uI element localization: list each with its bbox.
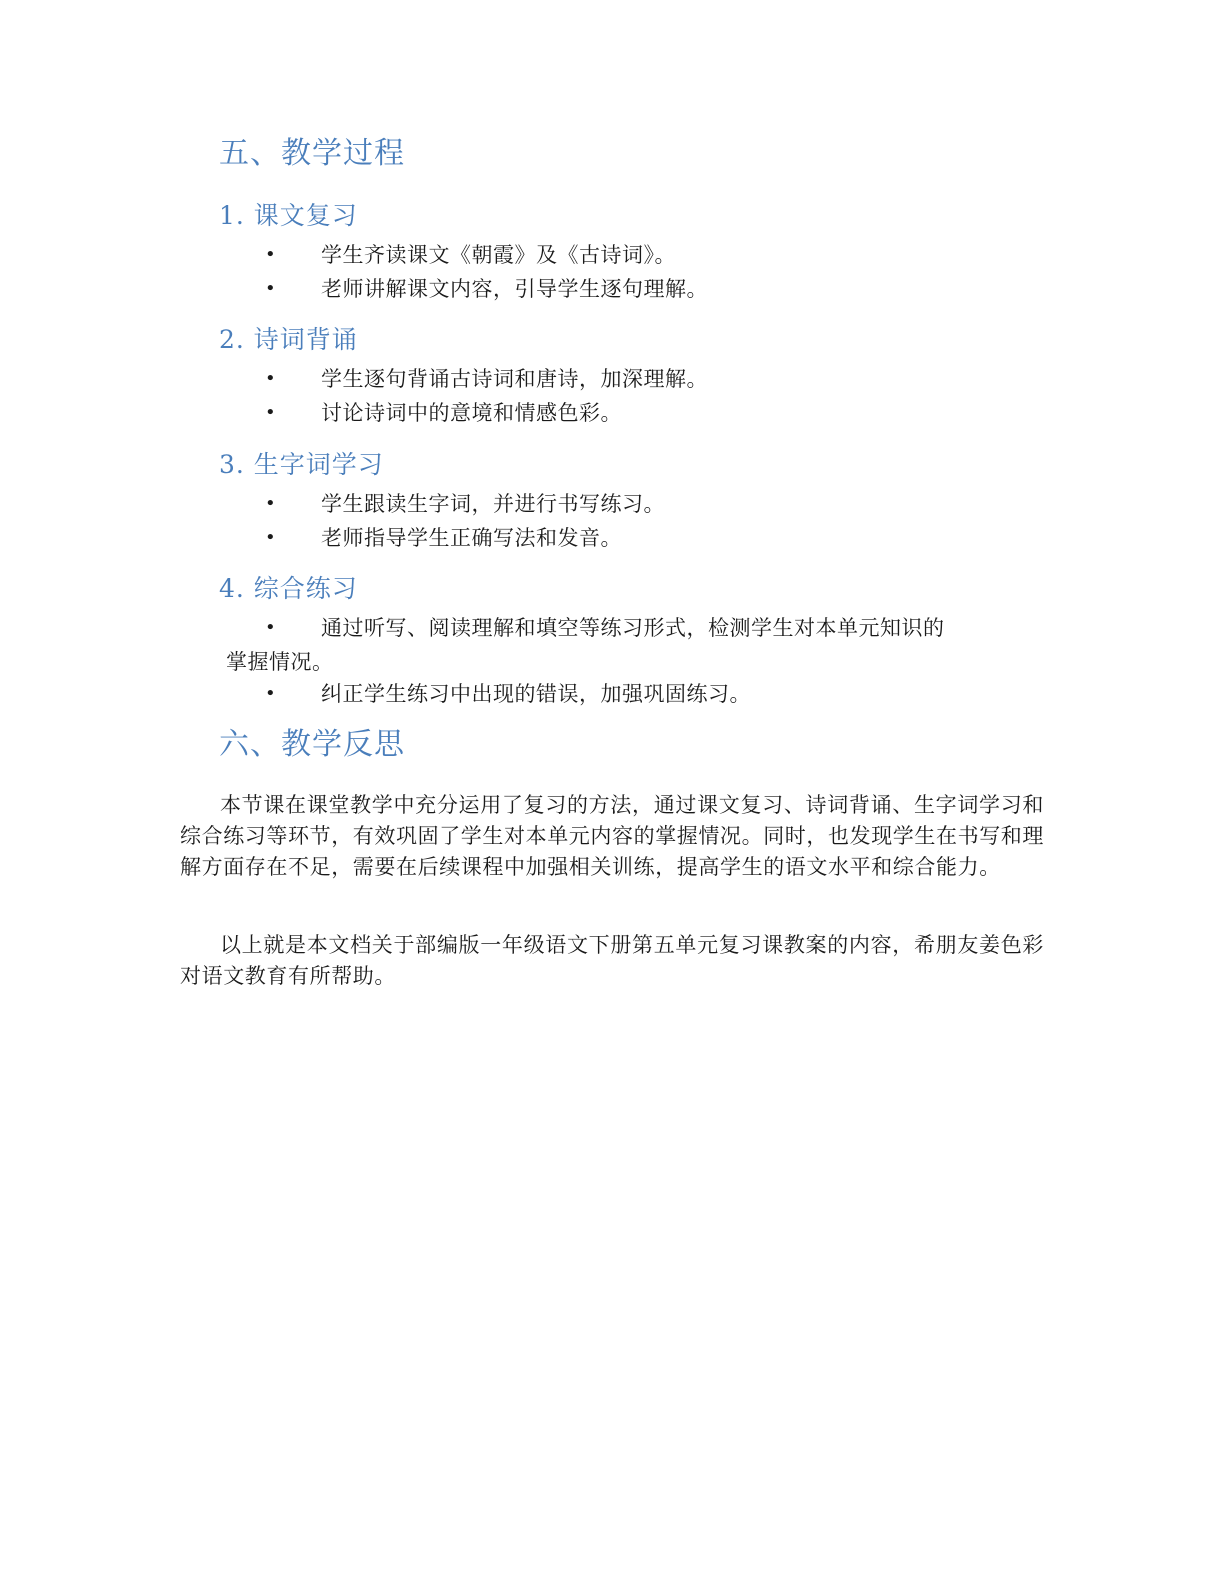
subsection-heading-poem-recitation: 2. 诗词背诵	[219, 325, 358, 354]
list-item: 通过听写、阅读理解和填空等练习形式，检测学生对本单元知识的掌握情况。	[226, 616, 945, 674]
list-item: 老师讲解课文内容，引导学生逐句理解。	[321, 277, 708, 301]
subsection-heading-vocabulary: 3. 生字词学习	[219, 450, 384, 479]
bullet-icon: •	[265, 402, 276, 423]
bullet-icon: •	[265, 278, 276, 299]
bullet-icon: •	[265, 368, 276, 389]
list-item: 老师指导学生正确写法和发音。	[321, 526, 622, 550]
subsection-heading-text-review: 1. 课文复习	[219, 201, 358, 230]
list-item: 学生逐句背诵古诗词和唐诗，加深理解。	[321, 367, 708, 391]
section-heading-teaching-process: 五、教学过程	[219, 136, 405, 171]
bullet-icon: •	[265, 527, 276, 548]
list-item: 纠正学生练习中出现的错误，加强巩固练习。	[321, 682, 751, 706]
bullet-icon: •	[265, 244, 276, 265]
closing-paragraph: 以上就是本文档关于部编版一年级语文下册第五单元复习课教案的内容，希朋友姜色彩对语文教育有所帮助。	[180, 933, 1044, 988]
reflection-paragraph: 本节课在课堂教学中充分运用了复习的方法，通过课文复习、诗词背诵、生字词学习和综合练习等环节，有效巩固了学生对本单元内容的掌握情况。同时，也发现学生在书写和理解方面存在不足，需要在后续课程中加强相关训练，提高学生的语文水平和综合能力。	[180, 793, 1044, 879]
list-item: 学生齐读课文《朝霞》及《古诗词》。	[321, 243, 676, 267]
subsection-heading-comprehensive-practice: 4. 综合练习	[219, 574, 358, 603]
bullet-icon: •	[265, 683, 276, 704]
list-item: 学生跟读生字词，并进行书写练习。	[321, 492, 665, 516]
bullet-icon: •	[265, 617, 276, 638]
section-heading-teaching-reflection: 六、教学反思	[219, 727, 405, 762]
bullet-icon: •	[265, 493, 276, 514]
list-item: 讨论诗词中的意境和情感色彩。	[321, 401, 622, 425]
